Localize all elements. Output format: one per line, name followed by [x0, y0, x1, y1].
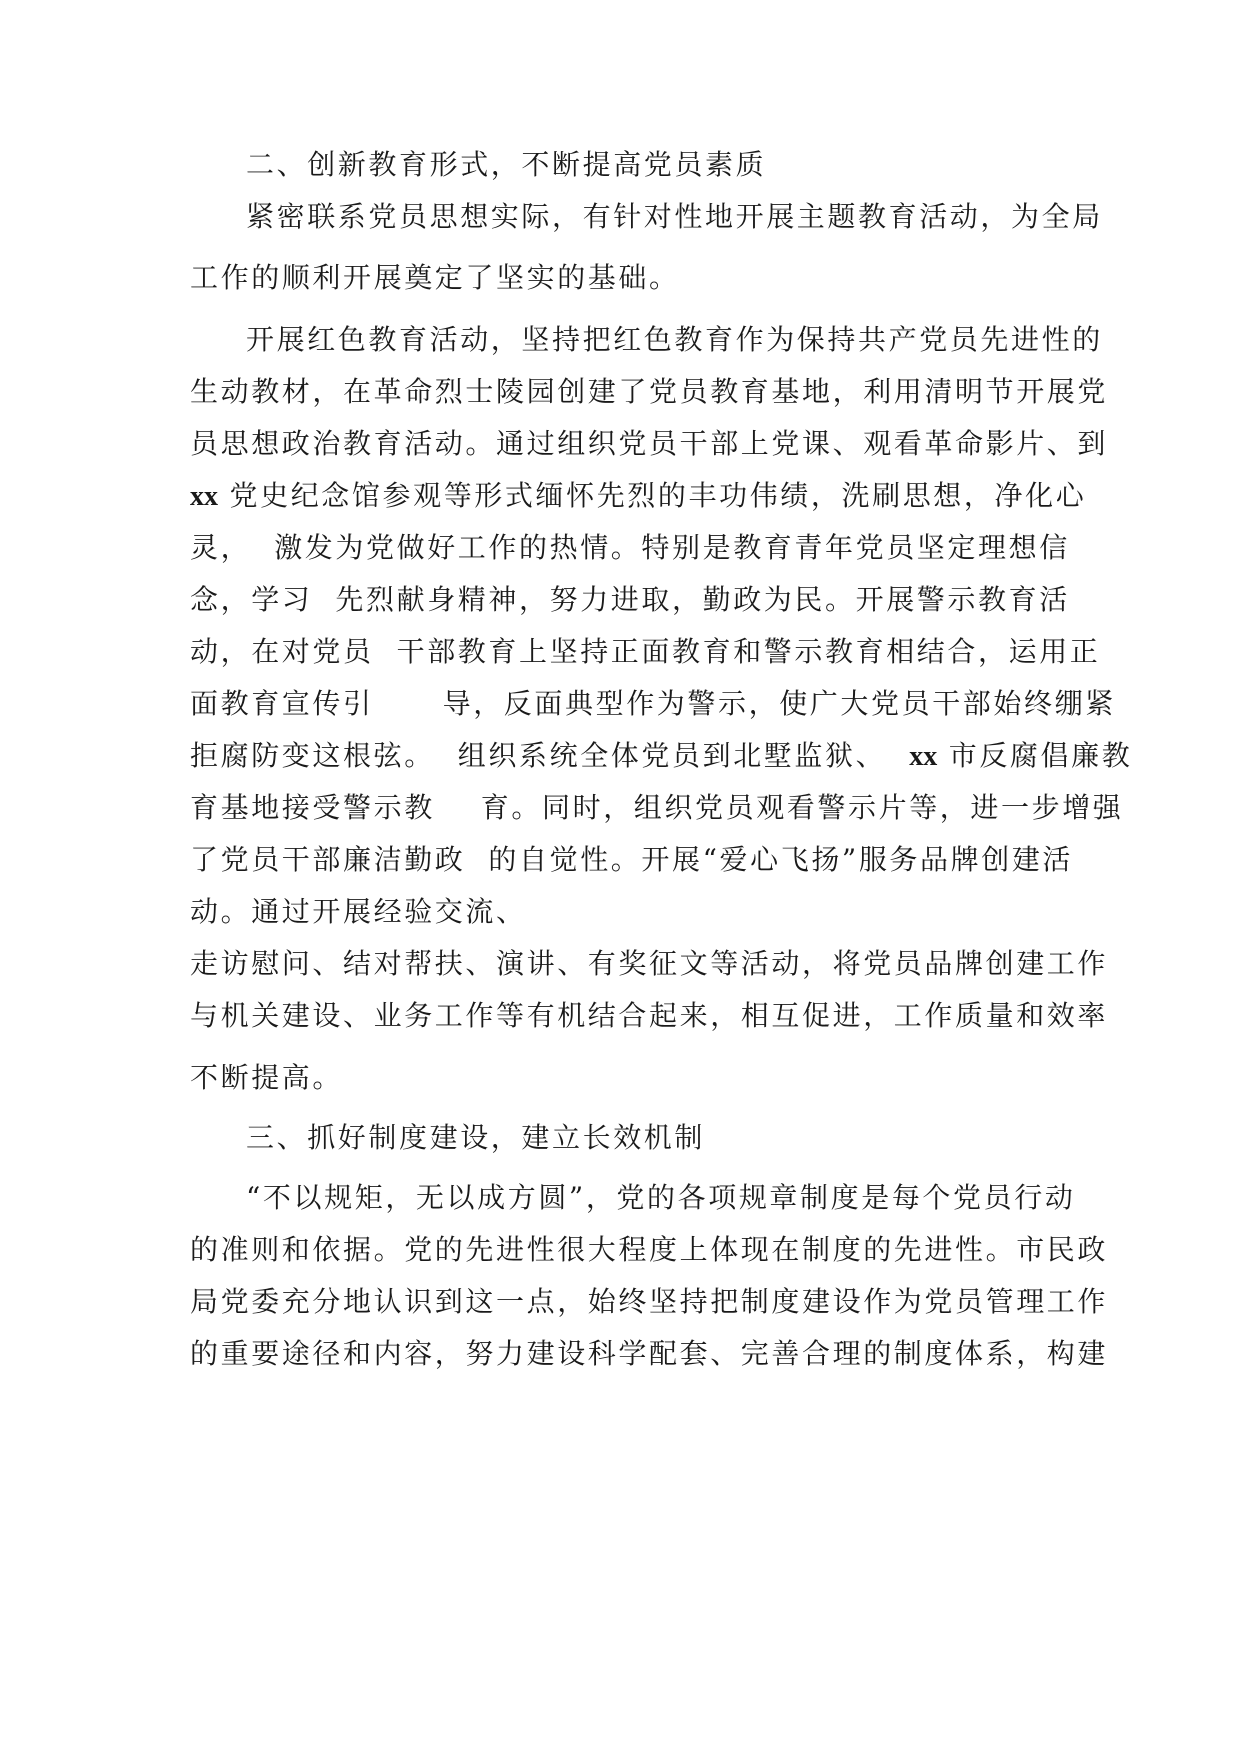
- paragraph-line: 育基地接受警示教 育。同时，组织党员观看警示片等，进一步增强: [190, 791, 1124, 824]
- paragraph-text: 拒腐防变这根弦。 组织系统全体党员到北墅监狱、: [190, 739, 910, 772]
- paragraph-line: 工作的顺利开展奠定了坚实的基础。: [190, 261, 680, 294]
- bold-text: xx: [909, 741, 938, 772]
- paragraph-line: 局党委充分地认识到这一点，始终坚持把制度建设作为党员管理工作: [190, 1285, 1109, 1318]
- paragraph-text: 市反腐倡廉教: [937, 739, 1133, 772]
- paragraph-line: 面教育宣传引 导，反面典型作为警示，使广大党员干部始终绷紧: [190, 687, 1116, 720]
- paragraph-line: 不断提高。: [190, 1061, 344, 1094]
- paragraph-line: [190, 736, 1132, 777]
- paragraph-line: 念，学习 先烈献身精神，努力进取，勤政为民。开展警示教育活: [190, 583, 1070, 616]
- paragraph-line: “不以规矩，无以成方圆”，党的各项规章制度是每个党员行动: [246, 1181, 1076, 1214]
- paragraph-line: 的重要途径和内容，努力建设科学配套、完善合理的制度体系，构建: [190, 1337, 1109, 1370]
- section-heading-3: 三、抓好制度建设，建立长效机制: [246, 1121, 706, 1154]
- paragraph-line: 开展红色教育活动，坚持把红色教育作为保持共产党员先进性的: [246, 323, 1103, 356]
- paragraph-line: 走访慰问、结对帮扶、演讲、有奖征文等活动，将党员品牌创建工作: [190, 947, 1109, 980]
- paragraph-line: 紧密联系党员思想实际，有针对性地开展主题教育活动，为全局: [246, 200, 1103, 233]
- paragraph-text: 党史纪念馆参观等形式缅怀先烈的丰功伟绩，洗刷思想，净化心: [218, 479, 1087, 512]
- paragraph-line: 灵， 激发为党做好工作的热情。特别是教育青年党员坚定理想信: [190, 531, 1070, 564]
- paragraph-line: 与机关建设、业务工作等有机结合起来，相互促进，工作质量和效率: [190, 999, 1109, 1032]
- paragraph-line: 了党员干部廉洁勤政 的自觉性。开展“爱心飞扬”服务品牌创建活: [190, 843, 1074, 876]
- paragraph-line: 动。通过开展经验交流、: [190, 895, 527, 928]
- paragraph-line: 生动教材，在革命烈士陵园创建了党员教育基地，利用清明节开展党: [190, 375, 1109, 408]
- paragraph-line: 的准则和依据。党的先进性很大程度上体现在制度的先进性。市民政: [190, 1233, 1109, 1266]
- section-heading-2: 二、创新教育形式，不断提高党员素质: [246, 148, 767, 181]
- paragraph-line: 员思想政治教育活动。通过组织党员干部上党课、观看革命影片、到: [190, 427, 1109, 460]
- bold-text: xx: [190, 481, 218, 512]
- paragraph-line: 动，在对党员 干部教育上坚持正面教育和警示教育相结合，运用正: [190, 635, 1101, 668]
- paragraph-line: [190, 476, 1086, 517]
